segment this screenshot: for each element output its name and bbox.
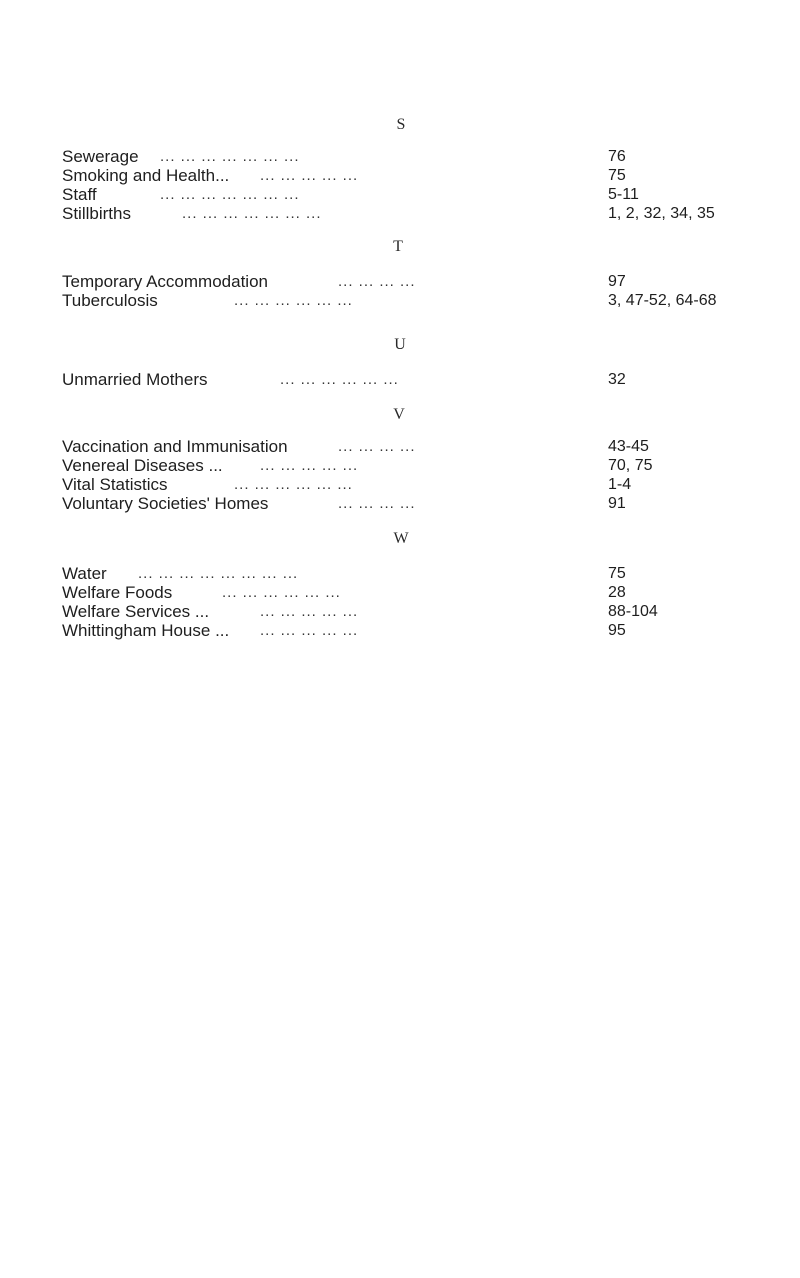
entry-name: Welfare Services ...	[62, 602, 210, 621]
dot-leader: ... ... ... ...	[338, 438, 416, 455]
entry-pages: 75	[608, 167, 626, 184]
entry-pages: 75	[608, 565, 626, 582]
entry-pages: 1-4	[608, 476, 632, 493]
section-letter: U	[394, 336, 406, 353]
entry-pages: 70, 75	[608, 457, 653, 474]
section-letter: W	[393, 530, 409, 547]
index-entry	[62, 620, 772, 642]
entry-pages: 32	[608, 371, 626, 388]
dot-leader: ... ... ... ...	[338, 273, 416, 290]
entry-name: Staff	[62, 185, 97, 204]
entry-pages: 1, 2, 32, 34, 35	[608, 205, 715, 222]
dot-leader: ... ... ... ... ... ...	[280, 371, 399, 388]
dot-leader: ... ... ... ... ... ... ...	[182, 205, 322, 222]
entry-name: Temporary Accommodation	[62, 272, 268, 291]
entry-pages: 76	[608, 148, 626, 165]
entry-name: Stillbirths	[62, 204, 131, 223]
dot-leader: ... ... ... ...	[338, 495, 416, 512]
dot-leader: ... ... ... ... ... ... ...	[160, 148, 300, 165]
entry-name: Venereal Diseases ...	[62, 456, 223, 475]
entry-pages: 88-104	[608, 603, 658, 620]
entry-name: Unmarried Mothers	[62, 370, 208, 389]
dot-leader: ... ... ... ... ... ...	[234, 292, 353, 309]
entry-pages: 43-45	[608, 438, 649, 455]
section-letter: V	[393, 406, 405, 423]
entry-name: Tuberculosis	[62, 291, 158, 310]
index-entry	[62, 203, 772, 225]
index-entry	[62, 493, 772, 515]
dot-leader: ... ... ... ... ... ...	[222, 584, 341, 601]
dot-leader: ... ... ... ... ... ...	[234, 476, 353, 493]
entry-name: Welfare Foods	[62, 583, 173, 602]
dot-leader: ... ... ... ... ... ... ... ...	[138, 565, 299, 582]
entry-pages: 97	[608, 273, 626, 290]
entry-name: Vital Statistics	[62, 475, 168, 494]
entry-name: Vaccination and Immunisation	[62, 437, 288, 456]
entry-name: Voluntary Societies' Homes	[62, 494, 269, 513]
entry-pages: 95	[608, 622, 626, 639]
entry-pages: 28	[608, 584, 626, 601]
dot-leader: ... ... ... ... ...	[260, 622, 359, 639]
section-letter: T	[393, 238, 403, 255]
dot-leader: ... ... ... ... ... ... ...	[160, 186, 300, 203]
entry-name: Smoking and Health...	[62, 166, 230, 185]
entry-pages: 3, 47-52, 64-68	[608, 292, 717, 309]
entry-name: Water	[62, 564, 107, 583]
section-letter: S	[396, 116, 406, 133]
entry-pages: 91	[608, 495, 626, 512]
index-entry	[62, 369, 772, 391]
dot-leader: ... ... ... ... ...	[260, 457, 359, 474]
entry-name: Sewerage	[62, 147, 139, 166]
entry-pages: 5-11	[608, 186, 639, 203]
dot-leader: ... ... ... ... ...	[260, 603, 359, 620]
dot-leader: ... ... ... ... ...	[260, 167, 359, 184]
entry-name: Whittingham House ...	[62, 621, 230, 640]
index-entry	[62, 290, 772, 312]
